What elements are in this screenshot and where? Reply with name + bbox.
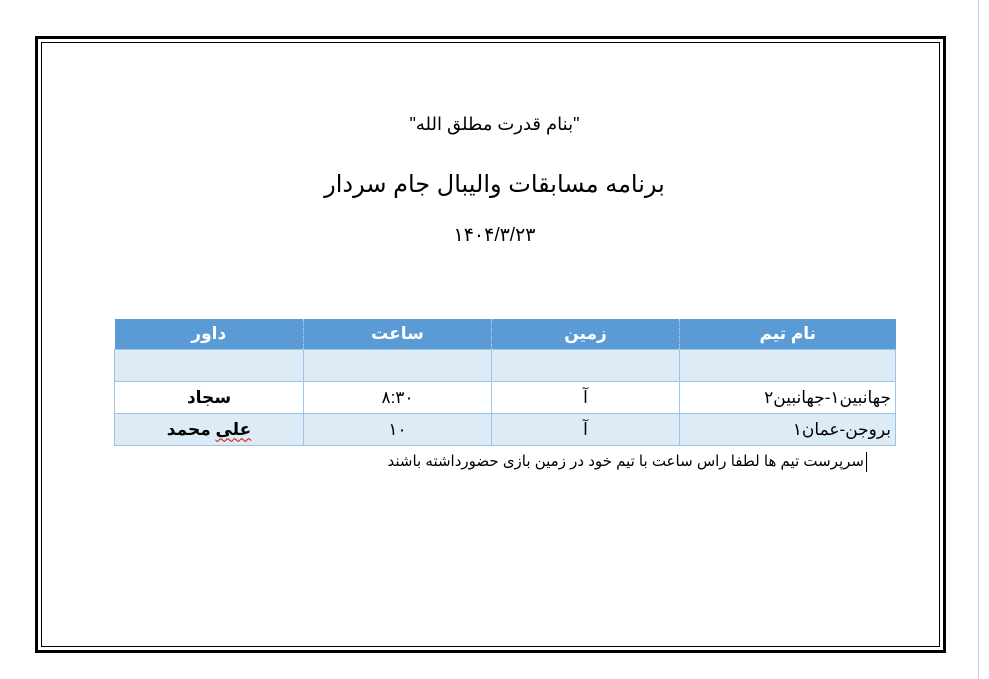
cell-field[interactable]: آ xyxy=(492,382,680,414)
cell-team[interactable] xyxy=(680,350,896,382)
cell-time[interactable]: ۸:۳۰ xyxy=(304,382,492,414)
referee-last-name[interactable]: محمد xyxy=(166,419,211,439)
table-row xyxy=(115,350,896,382)
cell-team[interactable]: بروجن-عمان۱ xyxy=(680,414,896,446)
cell-field[interactable] xyxy=(492,350,680,382)
header-team[interactable]: نام تیم xyxy=(680,319,896,350)
cell-team[interactable]: جهانبین۱-جهانبین۲ xyxy=(680,382,896,414)
schedule-table[interactable] xyxy=(114,319,896,446)
document-date[interactable]: ۱۴۰۴/۳/۲۳ xyxy=(453,225,536,246)
document-title[interactable]: برنامه مسابقات والیبال جام سردار xyxy=(324,171,665,198)
table-header-row xyxy=(115,319,896,350)
cell-field[interactable]: آ xyxy=(492,414,680,446)
table-row xyxy=(115,382,896,414)
header-time[interactable]: ساعت xyxy=(304,319,492,350)
greeting-line[interactable]: "بنام قدرت مطلق الله" xyxy=(409,114,580,134)
referee-first-name-misspelled[interactable]: علی xyxy=(215,419,252,439)
header-referee[interactable]: داور xyxy=(115,319,304,350)
header-field[interactable]: زمین xyxy=(492,319,680,350)
cell-referee[interactable] xyxy=(115,414,304,446)
table-row xyxy=(115,414,896,446)
cell-time[interactable]: ۱۰ xyxy=(304,414,492,446)
cell-time[interactable] xyxy=(304,350,492,382)
cell-referee[interactable] xyxy=(115,350,304,382)
instruction-note[interactable]: سرپرست تیم ها لطفا راس ساعت با تیم خود در زمین بازی حضورداشته باشند xyxy=(388,452,867,472)
cell-referee[interactable]: سجاد xyxy=(115,382,304,414)
